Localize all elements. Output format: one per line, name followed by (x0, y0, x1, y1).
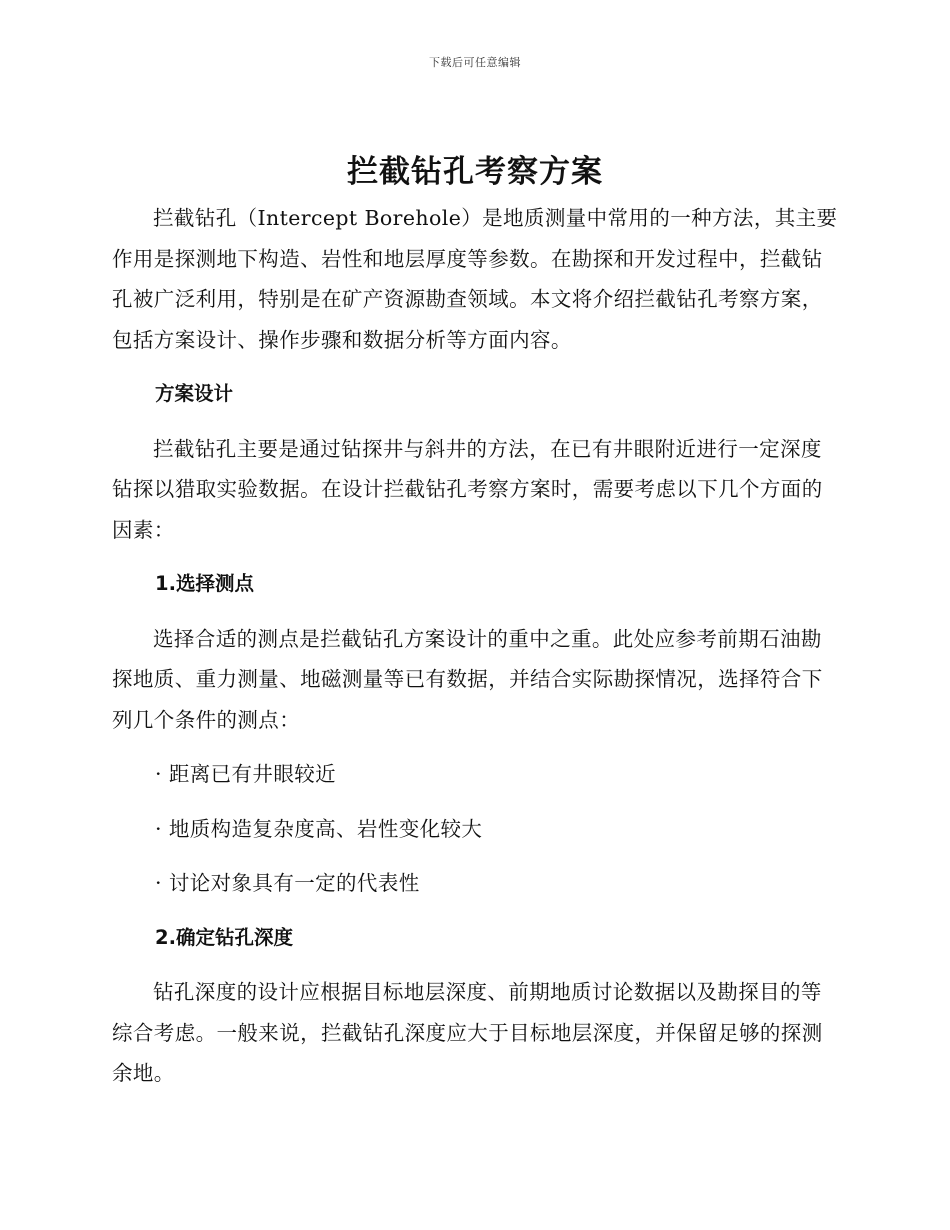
subsection-heading-select-points: 1.选择测点 (155, 572, 254, 595)
drill-depth-paragraph: 钻孔深度的设计应根据目标地层深度、前期地质讨论数据以及勘探目的等综合考虑。一般来说，拦截钻孔深度应大于目标地层深度，并保留足够的探测余地。 (112, 980, 823, 1085)
section-heading-design: 方案设计 (155, 382, 234, 405)
list-item: · 地质构造复杂度高、岩性变化较大 (155, 816, 483, 841)
design-paragraph: 拦截钻孔主要是通过钻探井与斜井的方法，在已有井眼附近进行一定深度钻探以猎取实验数据。在设计拦截钻孔考察方案时，需要考虑以下几个方面的因素： (112, 436, 823, 542)
header-note: 下载后可任意编辑 (429, 56, 521, 69)
select-points-paragraph: 选择合适的测点是拦截钻孔方案设计的重中之重。此处应参考前期石油勘探地质、重力测量、地磁测量等已有数据，并结合实际勘探情况，选择符合下列几个条件的测点： (112, 626, 823, 732)
page-title: 拦截钻孔考察方案 (347, 154, 603, 190)
intro-paragraph: 拦截钻孔（Intercept Borehole）是地质测量中常用的一种方法，其主要作用是探测地下构造、岩性和地层厚度等参数。在勘探和开发过程中，拦截钻孔被广泛利用，特别是在矿产资源勘查领域。本文将介绍拦截钻孔考察方案，包括方案设计、操作步骤和数据分析等方面内容。 (112, 206, 838, 352)
document-body (112, 148, 838, 1094)
list-item: · 讨论对象具有一定的代表性 (155, 871, 420, 895)
list-item: · 距离已有井眼较近 (155, 762, 337, 786)
subsection-heading-drill-depth: 2.确定钻孔深度 (155, 925, 293, 949)
